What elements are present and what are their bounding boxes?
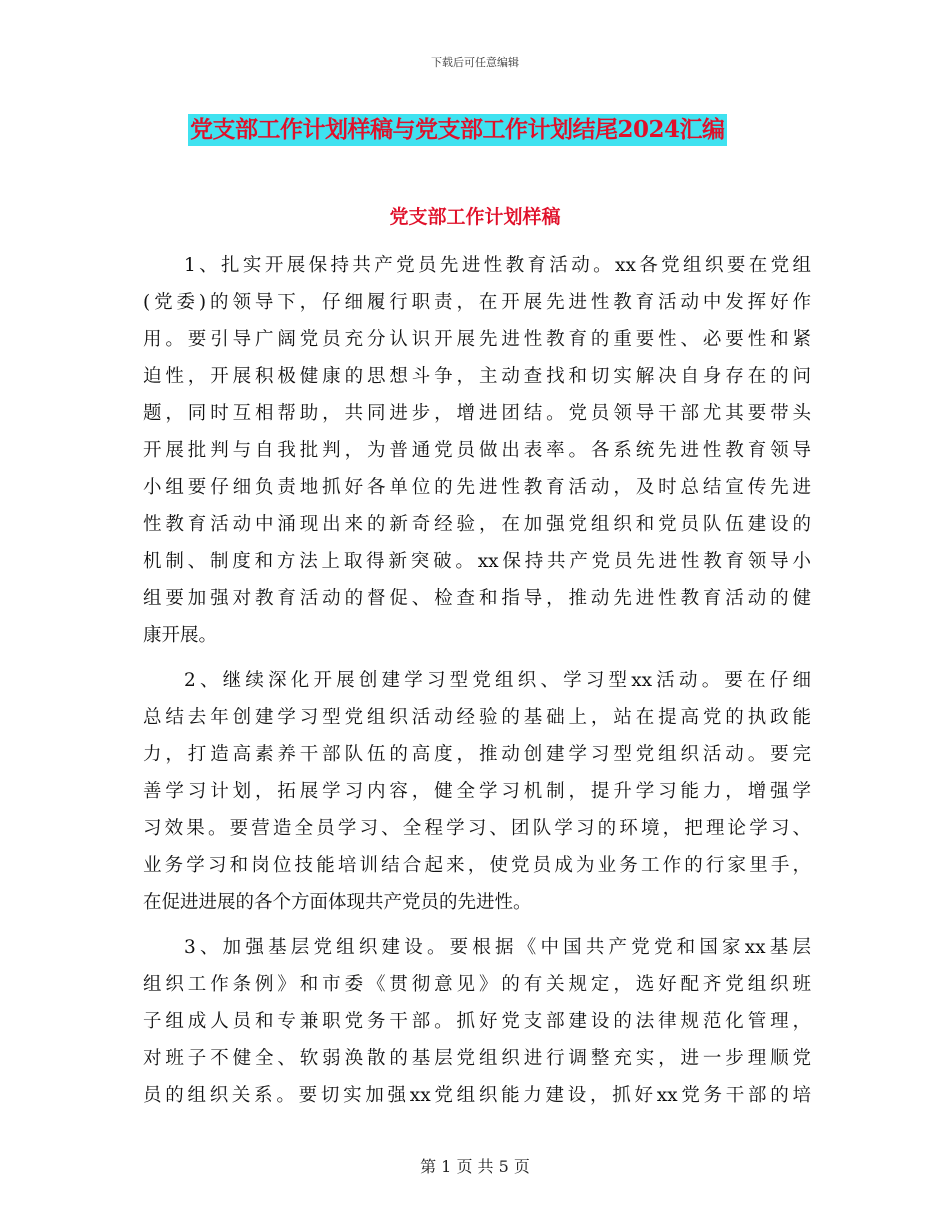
text-line: 题，同时互相帮助，共同进步，增进团结。党员领导干部尤其要带头 [143,403,811,424]
page-number-footer: 第 1 页 共 5 页 [420,1157,530,1176]
text-line: 业务学习和岗位技能培训结合起来，使党员成为业务工作的行家里手， [143,855,811,876]
text-line: 机制、制度和方法上取得新突破。xx保持共产党员先进性教育领导小 [143,551,811,572]
paragraph-2 [143,662,811,921]
text-line: (党委)的领导下，仔细履行职责，在开展先进性教育活动中发挥好作 [143,292,811,313]
text-line: 在促进进展的各个方面体现共产党员的先进性。 [143,892,532,913]
text-line: 2、继续深化开展创建学习型党组织、学习型xx活动。要在仔细 [184,670,811,691]
text-line: 用。要引导广阔党员充分认识开展先进性教育的重要性、必要性和紧 [143,329,811,350]
text-line: 性教育活动中涌现出来的新奇经验，在加强党组织和党员队伍建设的 [143,514,811,535]
main-title: 党支部工作计划样稿与党支部工作计划结尾2024汇编 [188,114,727,146]
text-line: 子组成人员和专兼职党务干部。抓好党支部建设的法律规范化管理， [143,1011,811,1032]
section-title: 党支部工作计划样稿 [389,206,561,228]
header-note: 下载后可任意编辑 [431,56,519,69]
text-line: 开展批判与自我批判，为普通党员做出表率。各系统先进性教育领导 [143,440,811,461]
text-line: 康开展。 [143,625,218,646]
text-line: 组要加强对教育活动的督促、检查和指导，推动先进性教育活动的健 [143,588,811,609]
text-line: 3、加强基层党组织建设。要根据《中国共产党党和国家xx基层 [184,937,811,958]
paragraph-3 [143,929,811,1114]
text-line: 1、扎实开展保持共产党员先进性教育活动。xx各党组织要在党组 [184,255,811,276]
body-text [143,247,811,1122]
text-line: 小组要仔细负责地抓好各单位的先进性教育活动，及时总结宣传先进 [143,477,811,498]
text-line: 员的组织关系。要切实加强xx党组织能力建设，抓好xx党务干部的培 [143,1085,811,1106]
text-line: 组织工作条例》和市委《贯彻意见》的有关规定，选好配齐党组织班 [143,974,811,995]
text-line: 力，打造高素养干部队伍的高度，推动创建学习型党组织活动。要完 [143,744,811,765]
text-line: 对班子不健全、软弱涣散的基层党组织进行调整充实，进一步理顺党 [143,1048,811,1069]
paragraph-1 [143,247,811,654]
text-line: 习效果。要营造全员学习、全程学习、团队学习的环境，把理论学习、 [143,818,811,839]
text-line: 迫性，开展积极健康的思想斗争，主动查找和切实解决自身存在的问 [143,366,811,387]
text-line: 善学习计划，拓展学习内容，健全学习机制，提升学习能力，增强学 [143,781,811,802]
text-line: 总结去年创建学习型党组织活动经验的基础上，站在提高党的执政能 [143,707,811,728]
